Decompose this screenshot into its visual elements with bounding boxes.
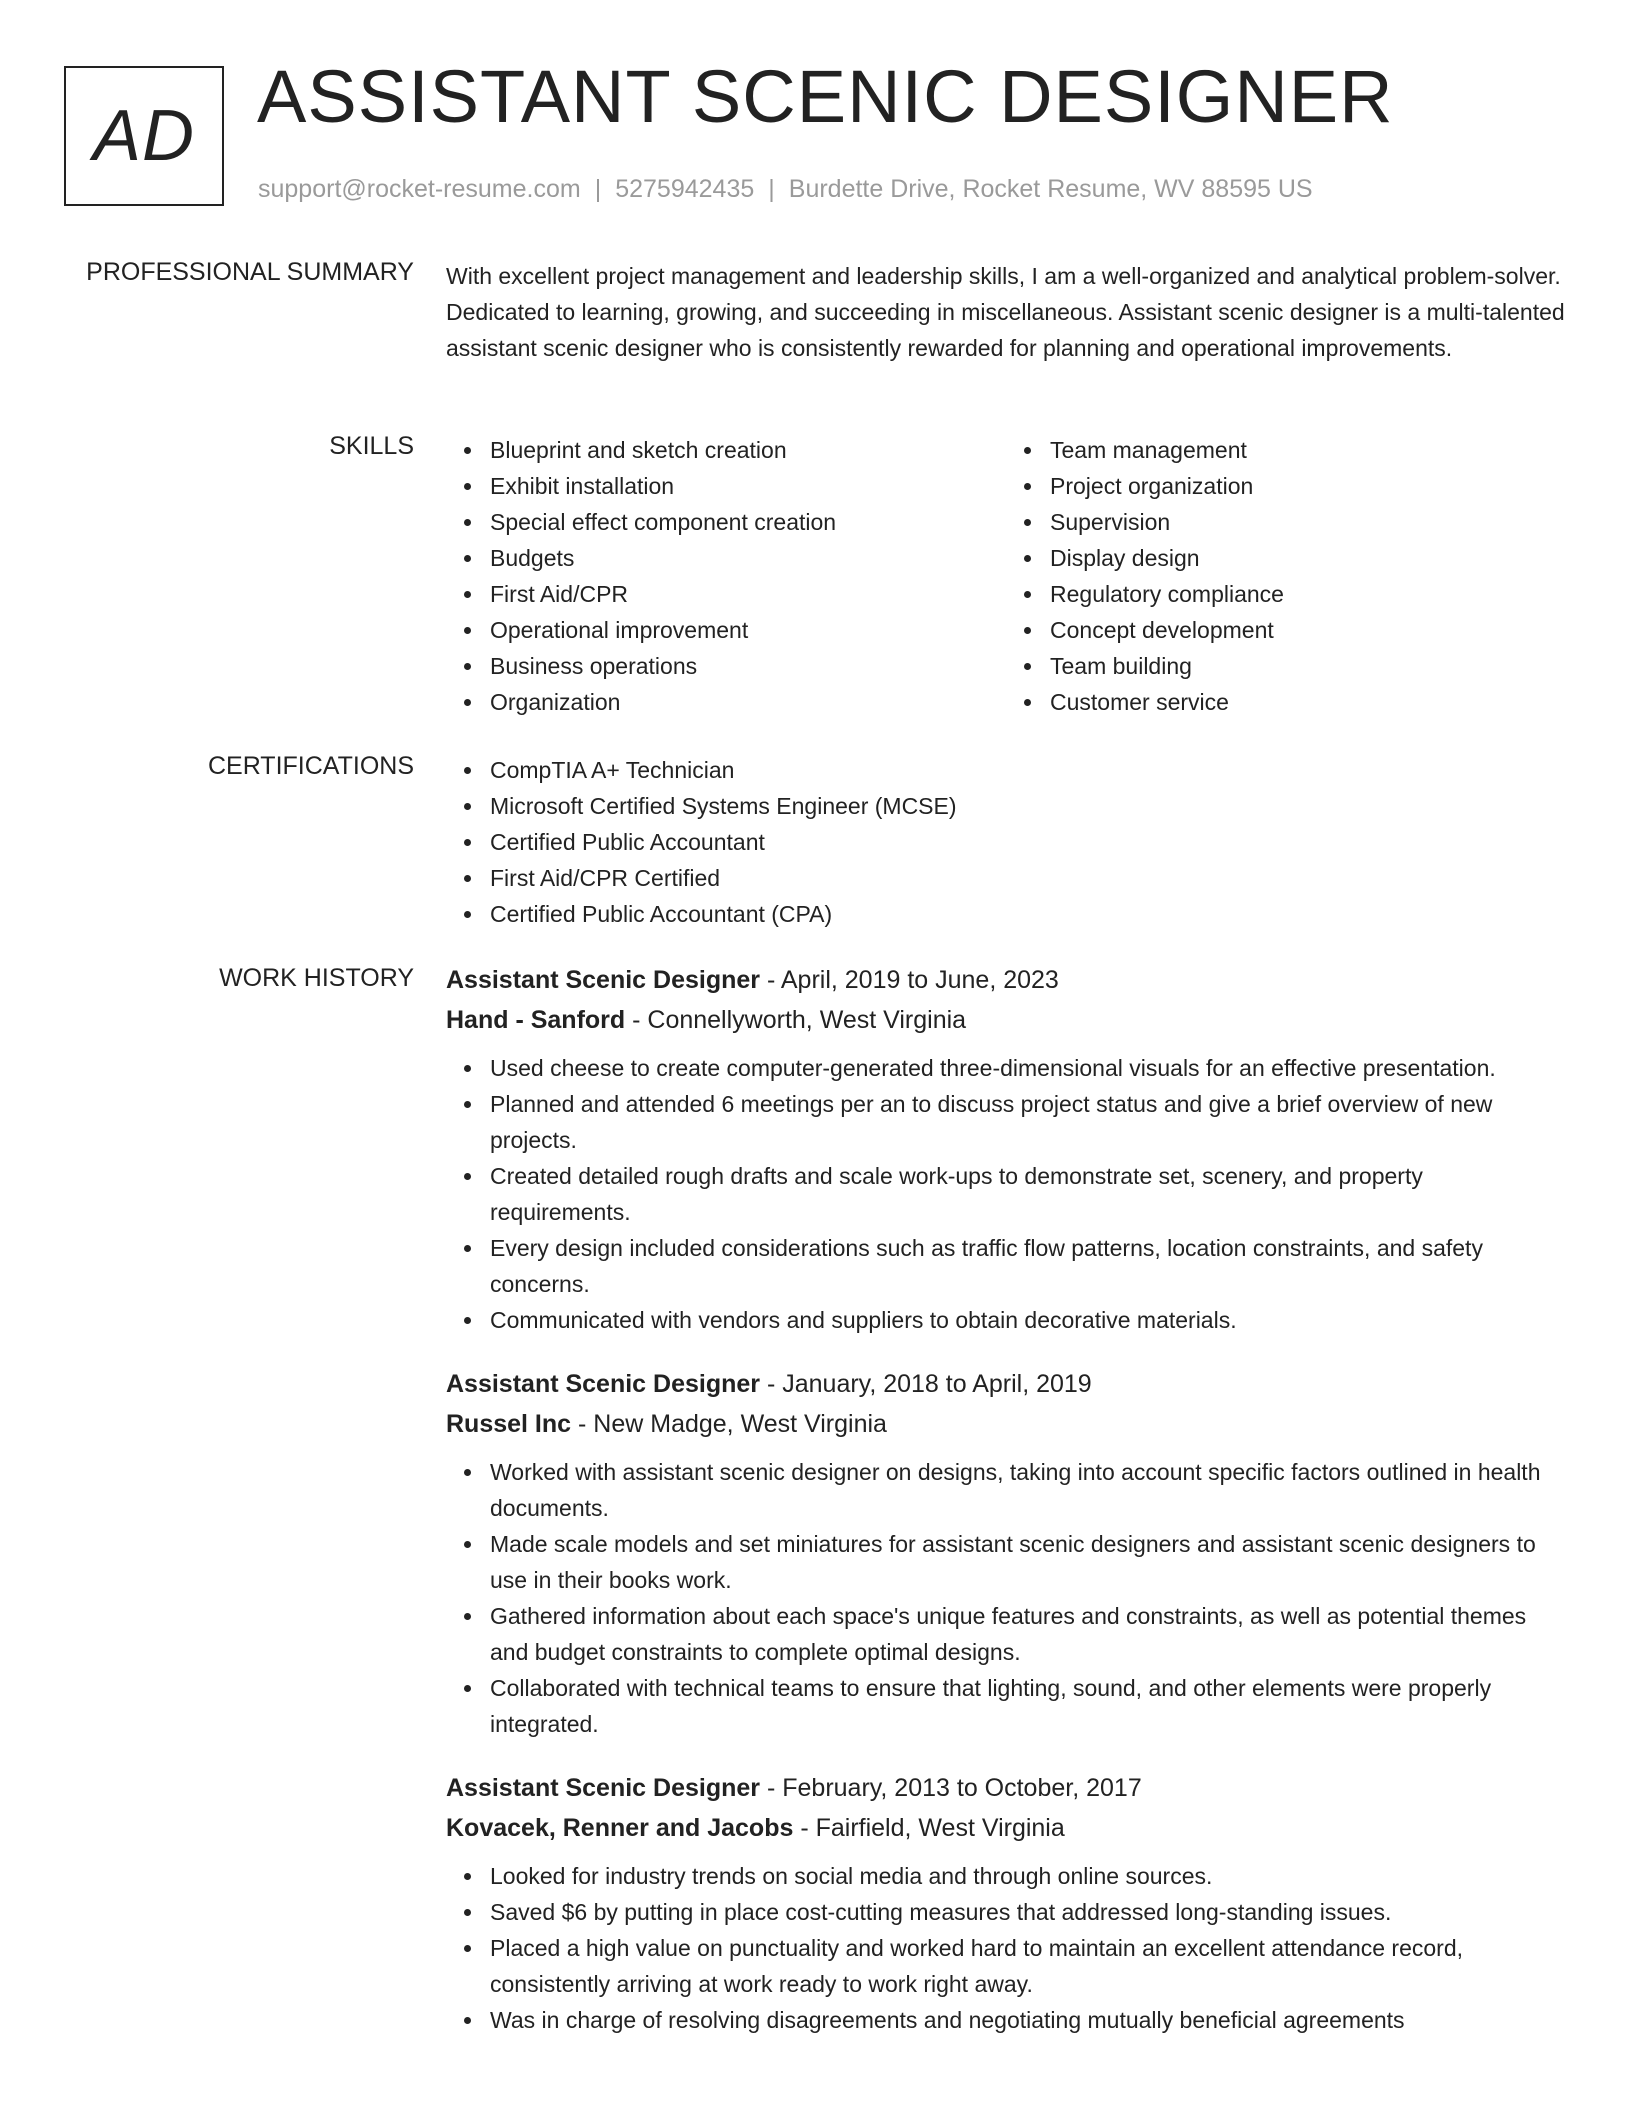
job-role: Assistant Scenic Designer xyxy=(446,1370,761,1398)
certification-item: Certified Public Accountant (CPA) xyxy=(490,896,1566,932)
job-duty: Used cheese to create computer-generated three-dimensional visuals for an effective presentation. xyxy=(490,1050,1566,1086)
contact-phone[interactable]: 5275942435 xyxy=(615,175,755,203)
resume-title: ASSISTANT SCENIC DESIGNER xyxy=(257,55,1394,138)
monogram-initials: AD xyxy=(92,96,196,176)
job-company: Russel Inc xyxy=(446,1410,572,1438)
job-company-line xyxy=(446,1000,1566,1040)
summary-text: With excellent project management and leadership skills, I am a well-organized and analytical problem-solver. Dedicated to learning, growing, and succeeding in miscellaneous. Assistant scenic designer is a multi-talented assistant scenic designer who is consistently rewarded for planning and operational improvements. xyxy=(446,263,1565,361)
job-duty: Communicated with vendors and suppliers to obtain decorative materials. xyxy=(490,1302,1566,1338)
job-company-line xyxy=(446,1808,1566,1848)
job-dates: April, 2019 to June, 2023 xyxy=(780,966,1059,994)
job-company-line xyxy=(446,1404,1566,1444)
job-location: Connellyworth, West Virginia xyxy=(647,1006,967,1034)
job-duty: Made scale models and set miniatures for assistant scenic designers and assistant scenic designers to use in their books work. xyxy=(490,1526,1566,1598)
job-dash: - xyxy=(760,1370,783,1398)
certification-item: First Aid/CPR Certified xyxy=(490,860,1566,896)
certifications-body xyxy=(446,752,1566,932)
skill-item: First Aid/CPR xyxy=(490,576,1006,612)
job-dash: - xyxy=(793,1814,816,1842)
skill-item: Project organization xyxy=(1050,468,1566,504)
job-dash: - xyxy=(760,1774,783,1802)
skills-list-left xyxy=(446,432,1006,720)
job-duty: Worked with assistant scenic designer on designs, taking into account specific factors outlined in health documents. xyxy=(490,1454,1566,1526)
skill-item: Blueprint and sketch creation xyxy=(490,432,1006,468)
skill-item: Exhibit installation xyxy=(490,468,1006,504)
skill-item: Regulatory compliance xyxy=(1050,576,1566,612)
job-title-line xyxy=(446,1364,1566,1404)
job-role: Assistant Scenic Designer xyxy=(446,1774,761,1802)
skills-list-right xyxy=(1006,432,1566,720)
job-duties-list xyxy=(446,1050,1566,1338)
summary-body xyxy=(446,258,1566,366)
job-duty: Every design included considerations such as traffic flow patterns, location constraints, and safety concerns. xyxy=(490,1230,1566,1302)
job-location: New Madge, West Virginia xyxy=(593,1410,887,1438)
certification-item: Microsoft Certified Systems Engineer (MCSE) xyxy=(490,788,1566,824)
job-duty: Gathered information about each space's unique features and constraints, as well as potential themes and budget constraints to complete optimal designs. xyxy=(490,1598,1566,1670)
skill-item: Team management xyxy=(1050,432,1566,468)
skill-item: Team building xyxy=(1050,648,1566,684)
skill-item: Customer service xyxy=(1050,684,1566,720)
monogram-badge xyxy=(64,66,224,206)
job-dates: January, 2018 to April, 2019 xyxy=(782,1370,1092,1398)
job-duty: Created detailed rough drafts and scale work-ups to demonstrate set, scenery, and property requirements. xyxy=(490,1158,1566,1230)
work-history-heading: WORK HISTORY xyxy=(219,964,414,992)
job-entry xyxy=(446,1364,1566,1742)
skills-columns xyxy=(446,432,1566,720)
contact-address: Burdette Drive, Rocket Resume, WV 88595 US xyxy=(788,175,1313,203)
job-duties-list xyxy=(446,1454,1566,1742)
job-dates: February, 2013 to October, 2017 xyxy=(782,1774,1142,1802)
contact-line xyxy=(258,175,1313,204)
skill-item: Display design xyxy=(1050,540,1566,576)
job-duty: Looked for industry trends on social media and through online sources. xyxy=(490,1858,1566,1894)
skill-item: Concept development xyxy=(1050,612,1566,648)
job-dash: - xyxy=(571,1410,594,1438)
contact-separator: | xyxy=(768,175,775,203)
job-dash: - xyxy=(760,966,781,994)
skills-heading: SKILLS xyxy=(329,432,414,460)
job-dash: - xyxy=(625,1006,648,1034)
job-role: Assistant Scenic Designer xyxy=(446,966,761,994)
skill-item: Business operations xyxy=(490,648,1006,684)
work-history-body xyxy=(446,960,1566,2064)
job-duties-list xyxy=(446,1858,1566,2038)
job-title-line xyxy=(446,960,1566,1000)
skill-item: Operational improvement xyxy=(490,612,1006,648)
skill-item: Organization xyxy=(490,684,1006,720)
certifications-heading: CERTIFICATIONS xyxy=(207,752,414,780)
skills-body xyxy=(446,432,1566,720)
skill-item: Special effect component creation xyxy=(490,504,1006,540)
summary-heading: PROFESSIONAL SUMMARY xyxy=(86,258,414,286)
certification-item: Certified Public Accountant xyxy=(490,824,1566,860)
job-entry xyxy=(446,960,1566,1338)
job-duty: Saved $6 by putting in place cost-cutting measures that addressed long-standing issues. xyxy=(490,1894,1566,1930)
certifications-list xyxy=(446,752,1566,932)
certification-item: CompTIA A+ Technician xyxy=(490,752,1566,788)
job-duty: Planned and attended 6 meetings per an to discuss project status and give a brief overview of new projects. xyxy=(490,1086,1566,1158)
job-entry xyxy=(446,1768,1566,2038)
job-duty: Placed a high value on punctuality and worked hard to maintain an excellent attendance record, consistently arriving at work ready to work right away. xyxy=(490,1930,1566,2002)
skill-item: Supervision xyxy=(1050,504,1566,540)
job-duty: Was in charge of resolving disagreements and negotiating mutually beneficial agreements xyxy=(490,2002,1566,2038)
job-company: Hand - Sanford xyxy=(446,1006,626,1034)
job-title-line xyxy=(446,1768,1566,1808)
contact-email[interactable]: support@rocket-resume.com xyxy=(258,175,581,203)
contact-separator: | xyxy=(594,175,602,203)
job-duty: Collaborated with technical teams to ensure that lighting, sound, and other elements were properly integrated. xyxy=(490,1670,1566,1742)
job-location: Fairfield, West Virginia xyxy=(815,1814,1065,1842)
skill-item: Budgets xyxy=(490,540,1006,576)
job-company: Kovacek, Renner and Jacobs xyxy=(446,1814,794,1842)
